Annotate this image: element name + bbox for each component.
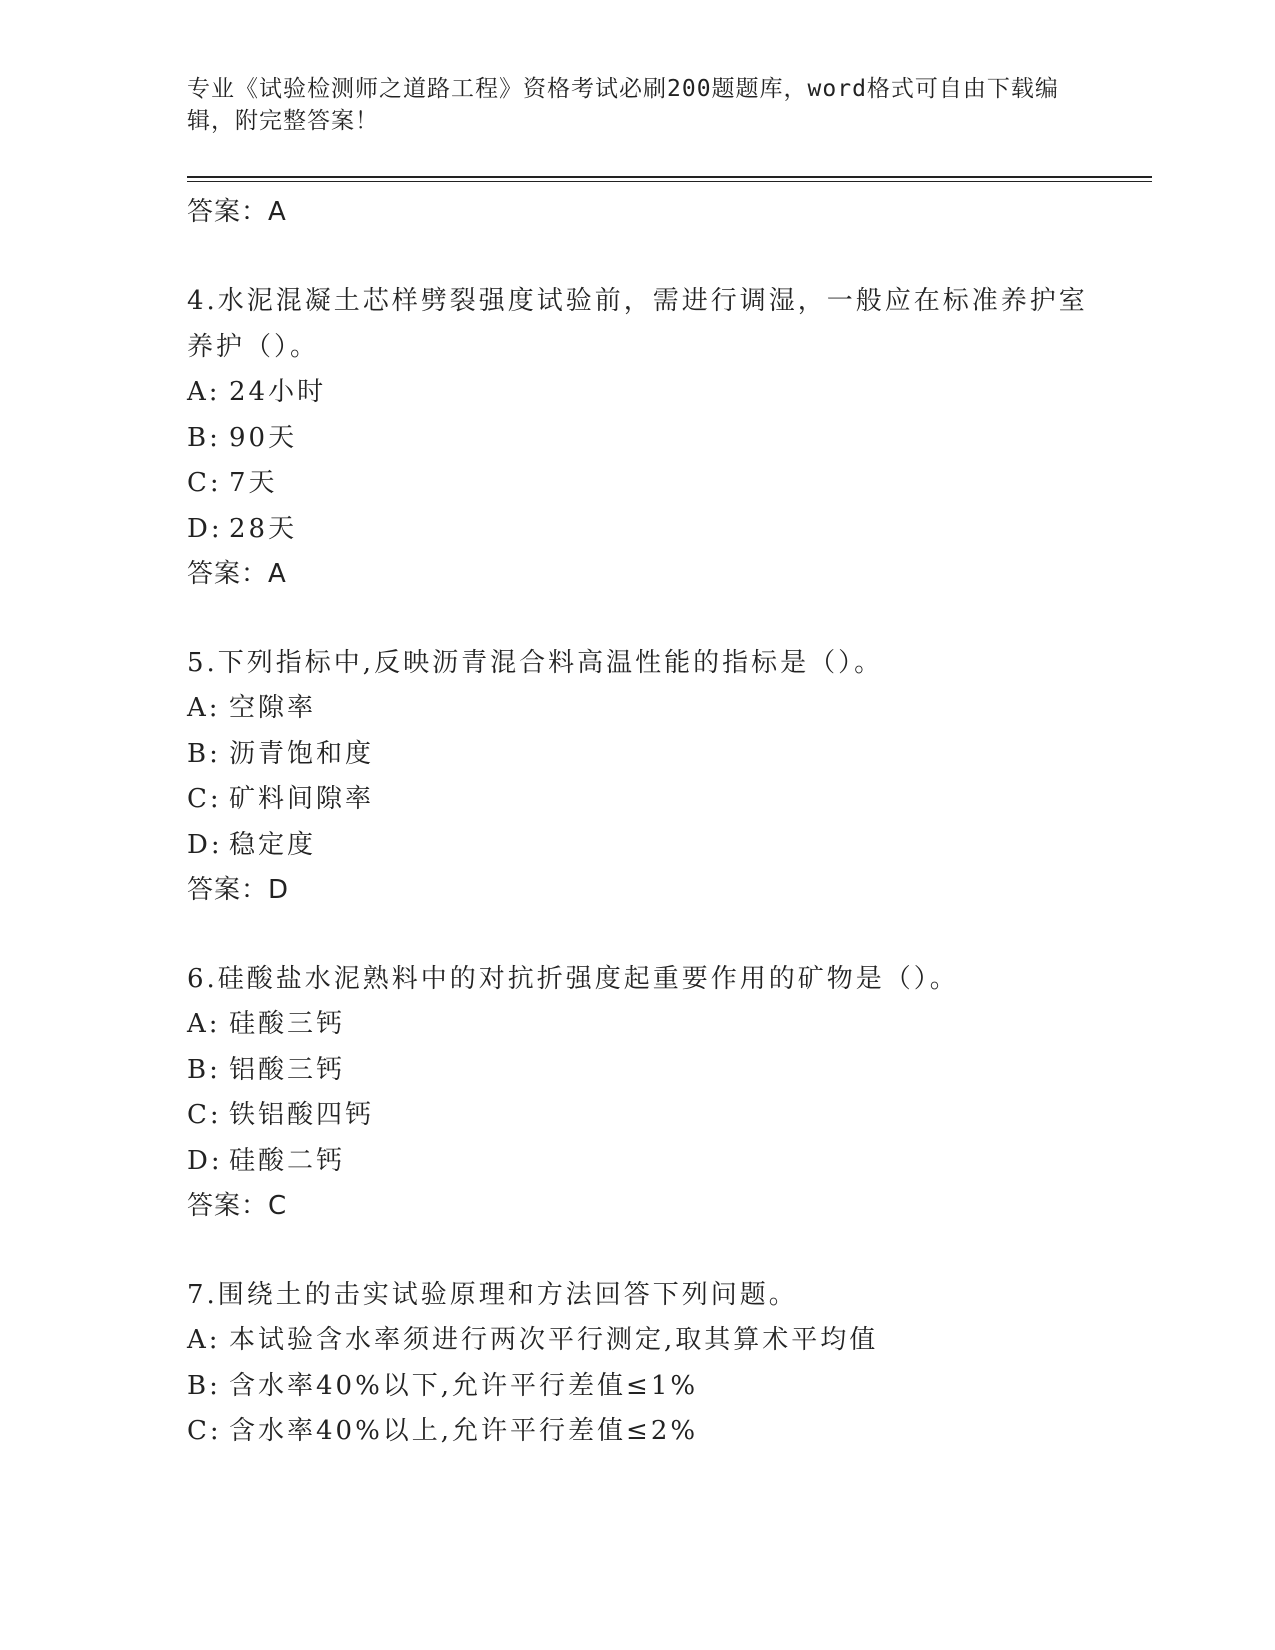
question-stem: 4.水泥混凝土芯样劈裂强度试验前，需进行调湿，一般应在标准养护室养护（）。 (187, 286, 1088, 362)
option-text: 含水率40%以下,允许平行差值≤1% (229, 1370, 699, 1401)
option-b (187, 416, 1107, 462)
option-text: 矿料间隙率 (229, 784, 375, 814)
option-label: C: (187, 1416, 222, 1446)
option-label: B: (187, 1370, 221, 1401)
question-6 (187, 956, 1107, 1228)
option-text: 含水率40%以上,允许平行差值≤2% (229, 1416, 699, 1446)
option-c (187, 461, 1107, 507)
answer-line: 答案：C (187, 1191, 288, 1221)
option-text: 铁铝酸四钙 (229, 1100, 375, 1130)
question-stem: 5.下列指标中,反映沥青混合料高温性能的指标是（）。 (187, 648, 884, 678)
option-text: 空隙率 (229, 693, 317, 723)
answer-line: 答案：A (187, 559, 287, 589)
option-label: A: (187, 1009, 221, 1039)
question-5 (187, 640, 1107, 912)
option-text: 稳定度 (229, 829, 317, 860)
option-b (187, 1048, 1107, 1094)
option-c (187, 777, 1107, 823)
option-b (187, 732, 1107, 778)
option-c (187, 1409, 1107, 1455)
option-text: 沥青饱和度 (229, 738, 375, 769)
previous-answer: 答案：A (187, 197, 287, 227)
option-d (187, 507, 1107, 553)
answer-line: 答案：D (187, 875, 290, 905)
question-7 (187, 1272, 1107, 1455)
document-header: 专业《试验检测师之道路工程》资格考试必刷200题题库，word格式可自由下载编辑，附完整答案！ (187, 76, 1059, 134)
option-text: 90天 (229, 422, 298, 453)
option-a (187, 1002, 1107, 1048)
option-text: 硅酸二钙 (229, 1145, 346, 1176)
option-label: A: (187, 1325, 221, 1355)
option-text: 铝酸三钙 (229, 1054, 346, 1085)
option-c (187, 1093, 1107, 1139)
option-a (187, 1318, 1107, 1364)
option-text: 7天 (229, 468, 278, 498)
option-label: C: (187, 468, 222, 498)
option-label: B: (187, 1054, 221, 1085)
option-a (187, 686, 1107, 732)
option-label: A: (187, 693, 221, 723)
question-4 (187, 278, 1107, 596)
question-stem: 7.围绕土的击实试验原理和方法回答下列问题。 (187, 1280, 798, 1310)
question-list (187, 190, 1107, 1455)
option-label: C: (187, 784, 222, 814)
option-label: D: (187, 513, 223, 544)
option-text: 24小时 (229, 377, 327, 407)
question-stem: 6.硅酸盐水泥熟料中的对抗折强度起重要作用的矿物是（）。 (187, 964, 959, 994)
option-label: D: (187, 1145, 223, 1176)
option-label: B: (187, 422, 221, 453)
option-text: 硅酸三钙 (229, 1009, 346, 1039)
option-label: D: (187, 829, 223, 860)
option-label: A: (187, 377, 221, 407)
option-d (187, 1139, 1107, 1185)
option-label: C: (187, 1100, 222, 1130)
header-divider (187, 176, 1152, 178)
option-d (187, 823, 1107, 869)
option-a (187, 370, 1107, 416)
option-text: 28天 (229, 513, 298, 544)
option-b (187, 1364, 1107, 1410)
option-text: 本试验含水率须进行两次平行测定,取其算术平均值 (229, 1325, 879, 1355)
header-divider-thin (187, 181, 1152, 182)
option-label: B: (187, 738, 221, 769)
